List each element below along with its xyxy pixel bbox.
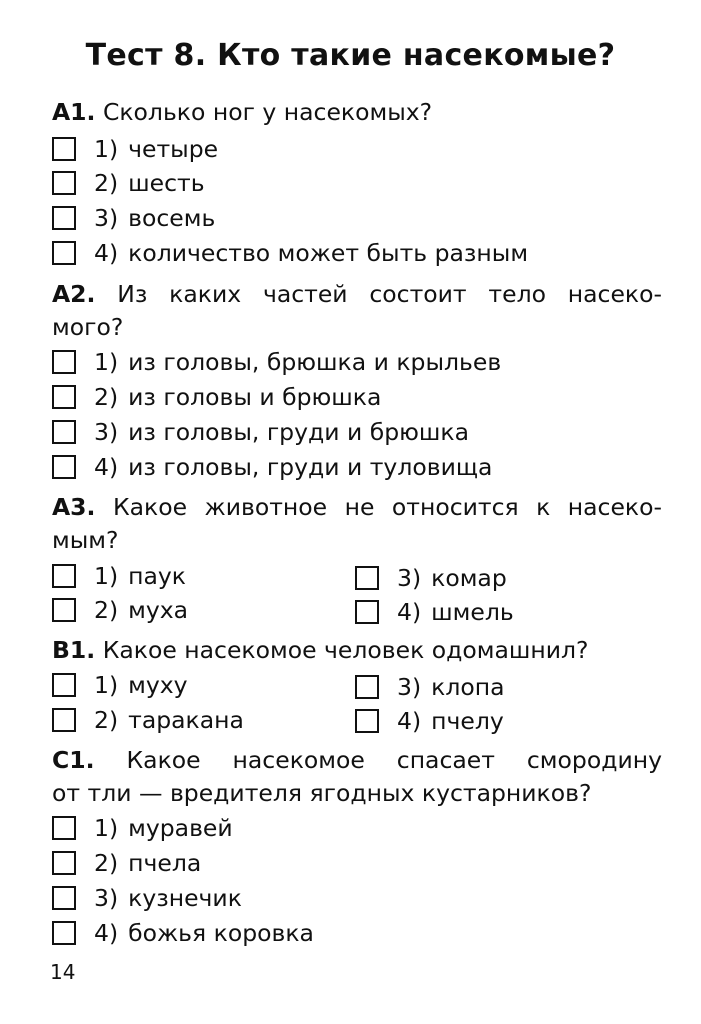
option-text: шесть bbox=[128, 169, 205, 197]
checkbox[interactable] bbox=[52, 886, 76, 910]
checkbox[interactable] bbox=[52, 420, 76, 444]
answer-option[interactable]: 4) из головы, груди и туловища bbox=[52, 452, 492, 482]
answer-option[interactable]: 2) муха bbox=[52, 595, 188, 625]
answer-option[interactable]: 4) божья коровка bbox=[52, 918, 314, 948]
question-text: Какое насекомое человек одомашнил? bbox=[102, 636, 589, 664]
checkbox[interactable] bbox=[52, 564, 76, 588]
answer-option[interactable]: 4) пчелу bbox=[355, 706, 504, 736]
answer-option[interactable]: 3) клопа bbox=[355, 672, 504, 702]
option-text: из головы, груди и туловища bbox=[128, 453, 493, 481]
checkbox[interactable] bbox=[355, 675, 379, 699]
question-text: Сколько ног у насекомых? bbox=[102, 98, 433, 126]
option-text: из головы, брюшка и крыльев bbox=[128, 348, 502, 376]
option-text: шмель bbox=[431, 598, 514, 626]
checkbox[interactable] bbox=[52, 455, 76, 479]
answer-option[interactable]: 1) муравей bbox=[52, 813, 233, 843]
checkbox[interactable] bbox=[52, 921, 76, 945]
checkbox[interactable] bbox=[52, 241, 76, 265]
option-text: кузнечик bbox=[128, 884, 242, 912]
answer-option[interactable]: 1) из головы, брюшка и крыльев bbox=[52, 347, 501, 377]
option-text: муравей bbox=[128, 814, 233, 842]
option-text: таракана bbox=[128, 706, 244, 734]
answer-option[interactable]: 2) пчела bbox=[52, 848, 201, 878]
option-text: пчелу bbox=[431, 707, 504, 735]
answer-option[interactable]: 2) таракана bbox=[52, 705, 244, 735]
question-text-continued: мого? bbox=[52, 313, 124, 341]
answer-option[interactable]: 4) шмель bbox=[355, 597, 514, 627]
option-text: муху bbox=[128, 671, 188, 699]
answer-option[interactable]: 3) комар bbox=[355, 563, 507, 593]
question-text: Какое животное не относится к насеко- bbox=[112, 493, 662, 521]
option-text: комар bbox=[431, 564, 507, 592]
answer-option[interactable]: 3) из головы, груди и брюшка bbox=[52, 417, 469, 447]
option-text: четыре bbox=[128, 135, 219, 163]
checkbox[interactable] bbox=[52, 673, 76, 697]
option-text: количество может быть разным bbox=[128, 239, 529, 267]
question-label: А2. bbox=[52, 280, 96, 308]
checkbox[interactable] bbox=[355, 709, 379, 733]
checkbox[interactable] bbox=[52, 171, 76, 195]
question-text-continued: от тли — вредителя ягодных кустарников? bbox=[52, 779, 592, 807]
question-label: В1. bbox=[52, 636, 96, 664]
question-text-continued: мым? bbox=[52, 526, 119, 554]
question-label: А3. bbox=[52, 493, 96, 521]
answer-option[interactable]: 1) паук bbox=[52, 561, 186, 591]
option-text: божья коровка bbox=[128, 919, 314, 947]
question-label: С1. bbox=[52, 746, 95, 774]
option-text: восемь bbox=[128, 204, 216, 232]
checkbox[interactable] bbox=[355, 600, 379, 624]
question-text: Из каких частей состоит тело насеко- bbox=[117, 280, 662, 308]
question-a1 bbox=[52, 96, 662, 129]
option-text: муха bbox=[128, 596, 189, 624]
question-label: А1. bbox=[52, 98, 96, 126]
checkbox[interactable] bbox=[355, 566, 379, 590]
option-text: из головы и брюшка bbox=[128, 383, 382, 411]
question-b1 bbox=[52, 634, 662, 667]
answer-option[interactable]: 3) восемь bbox=[52, 203, 215, 233]
answer-option[interactable]: 4) количество может быть разным bbox=[52, 238, 528, 268]
checkbox[interactable] bbox=[52, 598, 76, 622]
answer-option[interactable]: 1) четыре bbox=[52, 134, 218, 164]
checkbox[interactable] bbox=[52, 851, 76, 875]
option-text: пчела bbox=[128, 849, 202, 877]
question-a3 bbox=[52, 491, 662, 557]
checkbox[interactable] bbox=[52, 708, 76, 732]
test-title: Тест 8. Кто такие насекомые? bbox=[85, 38, 616, 73]
answer-option[interactable]: 1) муху bbox=[52, 670, 188, 700]
option-text: из головы, груди и брюшка bbox=[128, 418, 470, 446]
option-text: паук bbox=[128, 562, 186, 590]
page-number: 14 bbox=[50, 960, 76, 984]
question-text: Какое насекомое спасает смородину bbox=[126, 746, 662, 774]
question-a2 bbox=[52, 278, 662, 344]
answer-option[interactable]: 3) кузнечик bbox=[52, 883, 242, 913]
checkbox[interactable] bbox=[52, 206, 76, 230]
checkbox[interactable] bbox=[52, 816, 76, 840]
checkbox[interactable] bbox=[52, 350, 76, 374]
checkbox[interactable] bbox=[52, 137, 76, 161]
answer-option[interactable]: 2) шесть bbox=[52, 168, 205, 198]
checkbox[interactable] bbox=[52, 385, 76, 409]
question-c1 bbox=[52, 744, 662, 810]
answer-option[interactable]: 2) из головы и брюшка bbox=[52, 382, 381, 412]
option-text: клопа bbox=[431, 673, 505, 701]
